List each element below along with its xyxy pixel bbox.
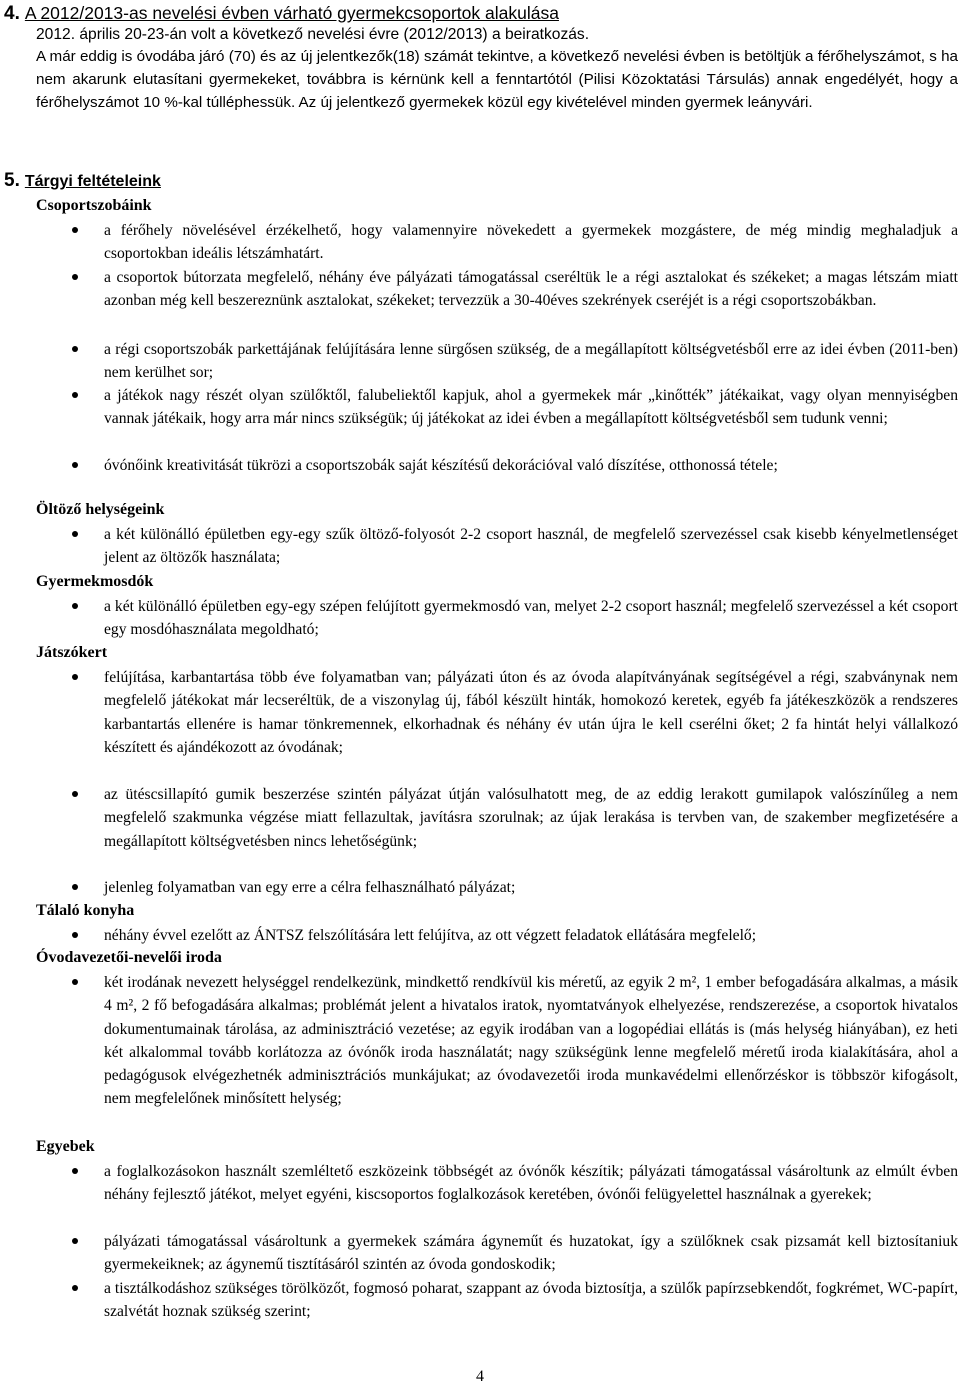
- bullet-icon: [72, 979, 78, 985]
- subheading-egyebek: Egyebek: [36, 1138, 95, 1155]
- section-5-title: Tárgyi feltételeink: [24, 173, 161, 190]
- bullet-icon: [72, 674, 78, 680]
- bullet-icon: [72, 884, 78, 890]
- list-item-text: két irodának nevezett helységgel rendelkezünk, mindkettő rendkívül kis méretű, az egyik 2 m², 1 ember befogadására alkalmas, a másik 4 m², 2 fő befogadására alkalmas; problémát jelent a hivatalos iratok, nyomtatványok elhelyezése, rendszerezése, a csoportok hivatalos dokumentumainak tárolása, az adminisztráció vezetése; az egyik irodában van a logopédiai ellátás is (más helység hiányában), ez heti két alkalommal tovább korlátozza az óvónők iroda használatát; nagy szükségünk lenne megfelelő méretű iroda kialakítására, ahol a pedagógusok elvégezhetnék adminisztrációs munkájukat; az óvodavezetői iroda munkavédelmi ellenőrzéskor is többször kifogásolt, nem megfelelőnek minősített helység;: [104, 974, 958, 1108]
- bullet-icon: [72, 1238, 78, 1244]
- subheading-oltozo-helysegeink: Öltöző helységeink: [36, 501, 165, 518]
- subheading-jatszokert: Játszókert: [36, 644, 108, 661]
- bullet-icon: [72, 791, 78, 797]
- enrollment-date-line: 2012. április 20-23-án volt a következő nevelési évre (2012/2013) a beiratkozás.: [36, 26, 590, 43]
- list-item-text: a két különálló épületben egy-egy szűk öltöző-folyosót 2-2 csoport használ, de megfelelő szervezéssel csak kisebb kényelmetlenséget jelent az öltözők használata;: [104, 526, 958, 567]
- list-item-text: a tisztálkodáshoz szükséges törölközőt, fogmosó poharat, szappant az óvoda biztosítja, a szülők papírzsebkendőt, fogkrémet, WC-papírt, szalvétát hoznak szükség szerint;: [104, 1280, 958, 1321]
- list-item-text: az ütéscsillapító gumik beszerzése szintén pályázat útján valósulhatott meg, de az eddig lerakott gumilapok valószínűleg a nem megfelelő szakmunka végzése miatt fellazultak, javításra szorulnak; az újak lerakása is tervben van, de szakember megfizetésére a megállapított költségvetésben nincs lehetőségünk;: [104, 786, 958, 850]
- bullet-icon: [72, 531, 78, 537]
- section-5-heading: [4, 169, 161, 193]
- list-item-text: óvónőink kreativitását tükrözi a csoportszobák saját készítésű dekorációval való díszítése, otthonossá tétele;: [104, 457, 778, 474]
- list-item-text: a foglalkozásokon használt szemléltető eszközeink többségét az óvónők készítik; pályázati támogatással vásároltunk az elmúlt évben néhány fejlesztő játékot, melyet egyéni, kiscsoportos foglalkozások keretében, óvónői felügyelettel használnak a gyerekek;: [104, 1163, 958, 1204]
- bullet-icon: [72, 462, 78, 468]
- section-4-number: 4.: [4, 3, 20, 24]
- list-item-text: pályázati támogatással vásároltunk a gyermekek számára ágyneműt és huzatokat, így a szülőknek csak pizsamát kell biztosítaniuk gyermekeiknek; az ágynemű tisztításáról szintén az óvoda gondoskodik;: [104, 1233, 958, 1274]
- list-item-text: a két különálló épületben egy-egy szépen felújított gyermekmosdó van, melyet 2-2 csoport használ; megfelelő szervezéssel a két csoport egy mosdóhasználata megoldható;: [104, 598, 958, 639]
- subheading-talalo-konyha: Tálaló konyha: [36, 902, 135, 919]
- bullet-icon: [72, 274, 78, 280]
- list-item-text: felújítása, karbantartása több éve folyamatban van; pályázati úton és az óvoda alapítványának segítségével a régi, szabványnak nem megfelelő játékokat már lecseréltük, de a viszonylag új, fából készült hinták, homokozó keretek, egyéb fa játékeszközök a rendszeres karbantartás ellenére is hamar tönkremennek, elkorhadnak és néhány év után újra le kell cserélni őket; 2 fa hintát helyi vállalkozó készített és ajándékozott az óvodának;: [104, 669, 958, 756]
- section-4-paragraph: A már eddig is óvodába járó (70) és az új jelentkezők(18) számát tekintve, a következő nevelési évben is betöltjük a férőhelyszámot, s ha nem akarunk elutasítani gyermekeket, továbbra is kérnünk kell a fenntartótól (Pilisi Közoktatási Társulás) annak engedélyét, hogy a férőhelyszámot 10 %-kal túlléphessük. Az új jelentkező gyermekek közül egy kivételével minden gyermek leányvári.: [36, 48, 958, 111]
- bullet-icon: [72, 1168, 78, 1174]
- list-item-text: a játékok nagy részét olyan szülőktől, falubeliektől kapjuk, ahol a gyermekek már „kinőtték” játékaikat, vagy olyan mennyiségben vannak játékaik, hogy arra már nincs szükségük; új játékokat az idei évben a megállapított költségvetésből sem tudunk venni;: [104, 387, 958, 428]
- section-4-heading: [4, 2, 559, 25]
- subheading-csoportszobaink: Csoportszobáink: [36, 197, 152, 214]
- bullet-icon: [72, 346, 78, 352]
- subheading-ovodavezetoi-iroda: Óvodavezetői-nevelői iroda: [36, 949, 222, 966]
- bullet-icon: [72, 603, 78, 609]
- list-item-text: jelenleg folyamatban van egy erre a célra felhasználható pályázat;: [104, 879, 516, 896]
- list-item-text: néhány évvel ezelőtt az ÁNTSZ felszólítására lett felújítva, az ott végzett feladatok ellátására megfelelő;: [104, 927, 757, 944]
- page-number: 4: [476, 1368, 484, 1385]
- list-item-text: a csoportok bútorzata megfelelő, néhány éve pályázati támogatással cseréltük le a régi asztalokat és székeket; a magas létszám miatt azonban még kell beszereznünk asztalokat, székeket; tervezzük a 30-40éves szekrények cseréjét is a régi csoportszobákban.: [104, 269, 958, 310]
- bullet-icon: [72, 932, 78, 938]
- bullet-icon: [72, 1285, 78, 1291]
- subheading-gyermekmosdok: Gyermekmosdók: [36, 573, 154, 590]
- section-5-number: 5.: [4, 170, 20, 191]
- bullet-icon: [72, 227, 78, 233]
- list-item-text: a régi csoportszobák parkettájának felújítására lenne sürgősen szükség, de a megállapított költségvetésből erre az idei évben (2011-ben) nem kerülhet sor;: [104, 341, 958, 382]
- bullet-icon: [72, 392, 78, 398]
- section-4-title: A 2012/2013-as nevelési évben várható gyermekcsoportok alakulása: [24, 3, 559, 23]
- list-item-text: a férőhely növelésével érzékelhető, hogy valamennyire növekedett a gyermekek mozgástere, de még mindig meghaladjuk a csoportokban ideális létszámhatárt.: [104, 222, 958, 263]
